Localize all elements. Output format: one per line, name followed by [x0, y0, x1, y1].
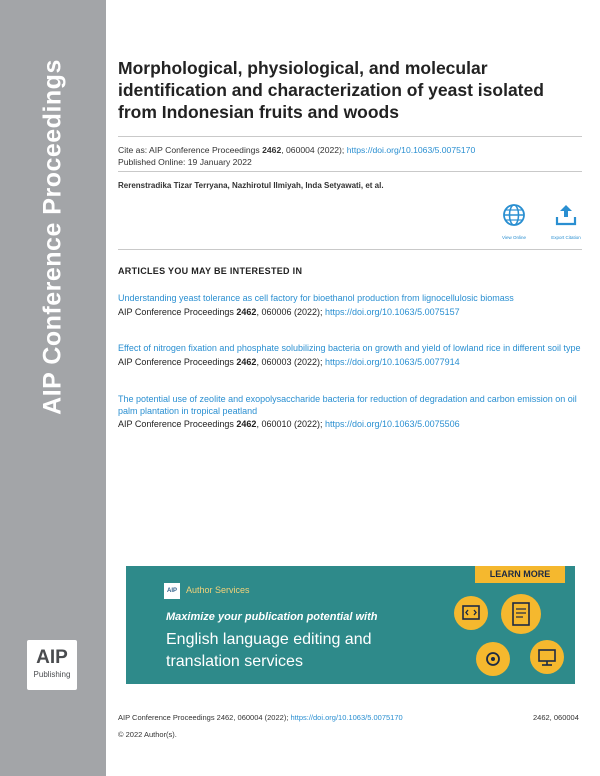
- footer-citation: [118, 713, 403, 722]
- cite-prefix: AIP Conference Proceedings: [118, 356, 237, 367]
- related-article-title[interactable]: The potential use of zeolite and exopolysaccharide bacteria for reduction of degradation and carbon emission on oil palm plantation in tropical peatland: [118, 394, 577, 416]
- related-article: [118, 394, 582, 431]
- doi-link[interactable]: https://doi.org/10.1063/5.0077914: [325, 356, 460, 367]
- export-citation-button[interactable]: [546, 203, 586, 240]
- code-icon: [454, 596, 488, 630]
- related-articles-heading: ARTICLES YOU MAY BE INTERESTED IN: [118, 266, 303, 276]
- cite-prefix: AIP Conference Proceedings: [118, 713, 217, 722]
- settings-icon: [476, 642, 510, 676]
- published-online: Published Online: 19 January 2022: [118, 157, 252, 167]
- ad-brand: Author Services: [186, 585, 250, 595]
- doi-link[interactable]: https://doi.org/10.1063/5.0075157: [325, 306, 460, 317]
- cite-rest: , 060003 (2022);: [256, 356, 325, 367]
- related-article-title[interactable]: Effect of nitrogen fixation and phosphate solubilizing bacteria on growth and yield of lowland rice in different soil type: [118, 343, 581, 353]
- aip-logo-sub: Publishing: [33, 670, 71, 679]
- aip-publishing-logo[interactable]: [27, 640, 77, 690]
- learn-more-button[interactable]: LEARN MORE: [475, 566, 565, 583]
- authors: Rerenstradika Tizar Terryana, Nazhirotul Ilmiyah, Inda Setyawati, et al.: [118, 181, 384, 190]
- cite-volume: 2462: [216, 713, 234, 722]
- copyright: © 2022 Author(s).: [118, 730, 177, 739]
- cite-prefix: AIP Conference Proceedings: [118, 419, 237, 429]
- related-article-cite: [118, 357, 582, 369]
- view-online-button[interactable]: [494, 203, 534, 240]
- aip-logo-mark: AIP: [36, 647, 68, 668]
- cite-rest: , 060010 (2022);: [256, 419, 325, 429]
- monitor-icon: [530, 640, 564, 674]
- doi-link[interactable]: https://doi.org/10.1063/5.0075506: [325, 419, 460, 429]
- ad-subline: translation services: [166, 653, 303, 670]
- journal-title: AIP Conference Proceedings: [38, 59, 67, 415]
- paper-title: Morphological, physiological, and molecular identification and characterization of yeast isolated from Indonesian fruits and woods: [118, 58, 544, 122]
- cite-rest: , 060006 (2022);: [256, 306, 325, 317]
- globe-icon: [502, 203, 526, 227]
- export-citation-label: Export Citation: [551, 235, 581, 240]
- cite-volume: 2462: [262, 145, 282, 155]
- related-article-cite: [118, 307, 582, 319]
- aip-ad-logo: AIP: [164, 583, 180, 599]
- author-services-ad[interactable]: [126, 566, 575, 684]
- cite-prefix: Cite as: AIP Conference Proceedings: [118, 145, 263, 155]
- divider: [118, 249, 582, 250]
- export-icon: [554, 203, 578, 227]
- doi-link[interactable]: https://doi.org/10.1063/5.0075170: [290, 713, 403, 722]
- ad-headline: Maximize your publication potential with: [166, 611, 378, 623]
- footer-page-ref: 2462, 060004: [533, 713, 579, 722]
- cite-volume: 2462: [236, 356, 257, 367]
- cite-rest: , 060004 (2022);: [281, 145, 347, 155]
- sidebar: [0, 0, 106, 776]
- cite-rest: , 060004 (2022);: [233, 713, 291, 722]
- cite-volume: 2462: [236, 419, 257, 429]
- document-edit-icon: [501, 594, 541, 634]
- divider: [118, 171, 582, 172]
- related-article: [118, 293, 582, 318]
- related-article-cite: [118, 419, 582, 431]
- view-online-label: View Online: [502, 235, 526, 240]
- divider: [118, 136, 582, 137]
- cite-as: [118, 145, 475, 155]
- doi-link[interactable]: https://doi.org/10.1063/5.0075170: [346, 145, 476, 155]
- cite-prefix: AIP Conference Proceedings: [118, 306, 237, 317]
- related-article-title[interactable]: Understanding yeast tolerance as cell factory for bioethanol production from lignocellulosic biomass: [118, 293, 514, 303]
- cite-volume: 2462: [236, 306, 257, 317]
- related-article: [118, 343, 582, 368]
- ad-subline: English language editing and: [166, 631, 372, 648]
